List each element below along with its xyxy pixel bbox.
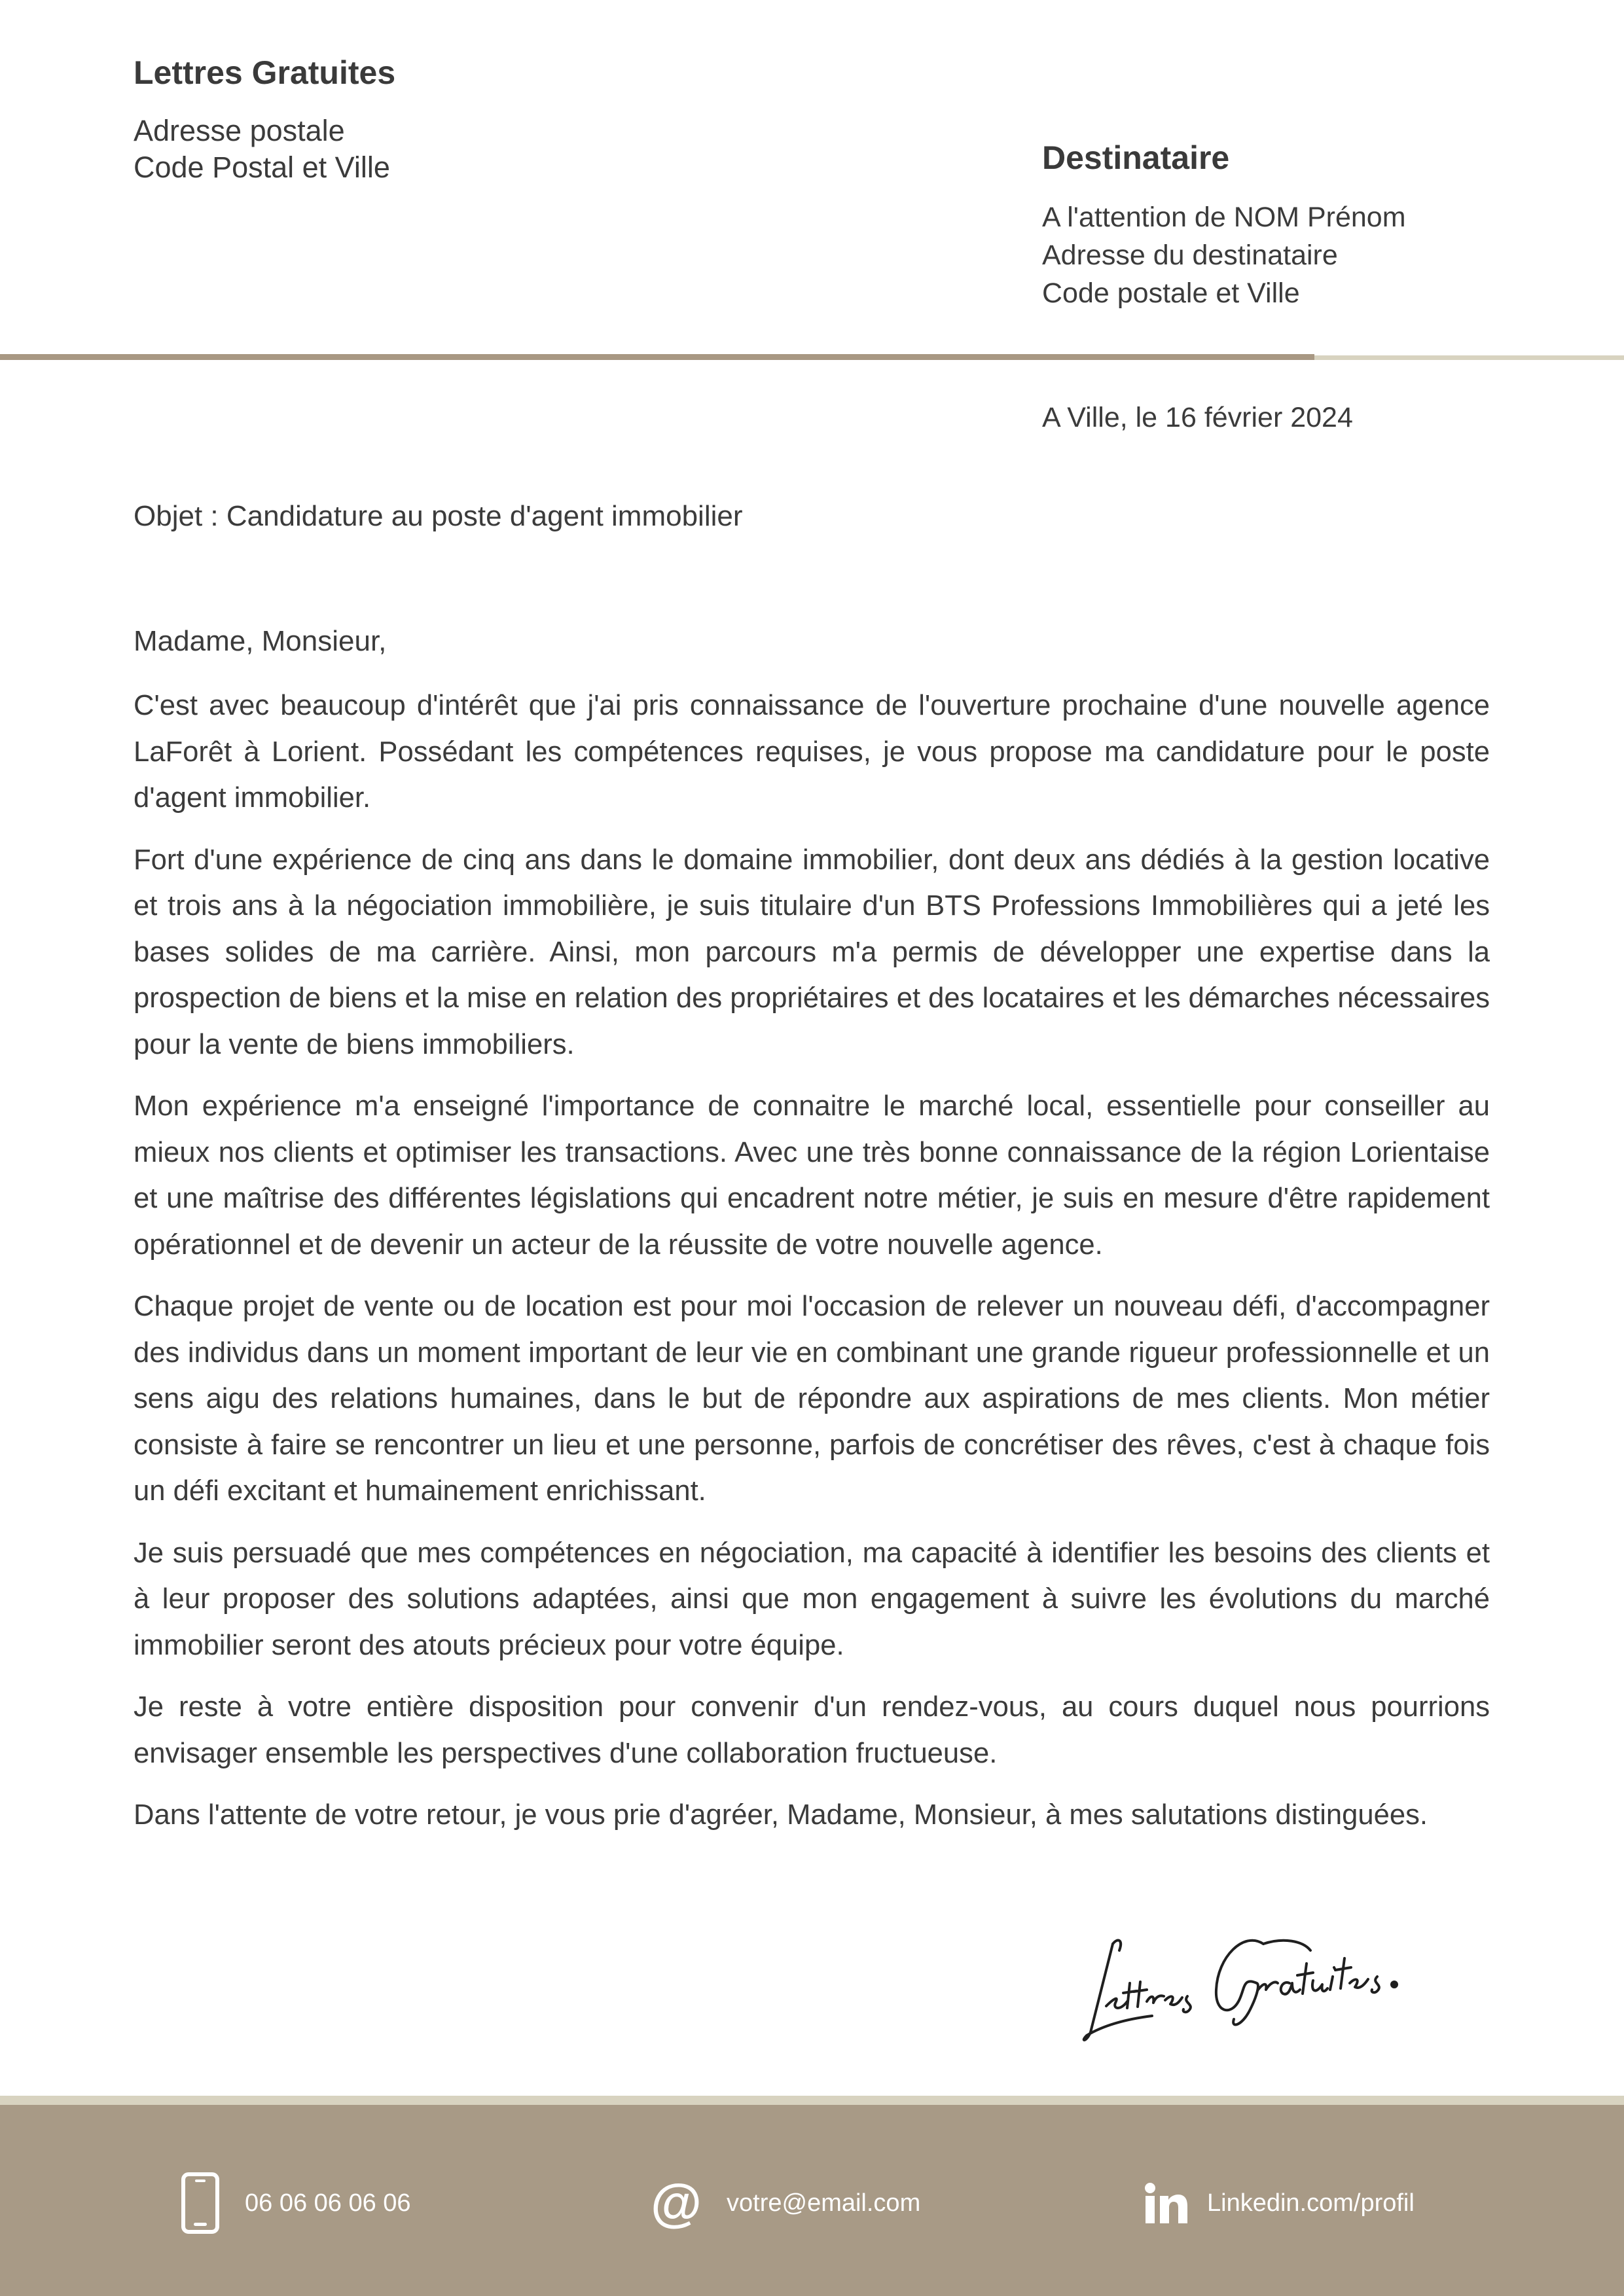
- sender-address: Adresse postale: [134, 114, 345, 147]
- footer-email: [651, 2170, 920, 2236]
- recipient-address: Adresse du destinataire: [1042, 240, 1338, 271]
- recipient-city: Code postale et Ville: [1042, 278, 1300, 309]
- footer: [0, 2105, 1624, 2296]
- body-paragraph-7: Dans l'attente de votre retour, je vous prie d'agréer, Madame, Monsieur, à mes salutations distinguées.: [134, 1799, 1428, 1831]
- sender-city: Code Postal et Ville: [134, 151, 390, 184]
- at-sign-icon: @: [651, 2174, 702, 2232]
- footer-linkedin-text: Linkedin.com/profil: [1207, 2189, 1415, 2217]
- recipient-title: Destinataire: [1042, 139, 1230, 176]
- phone-icon: [181, 2172, 220, 2234]
- header-divider-accent: [1314, 355, 1624, 360]
- sender-name: Lettres Gratuites: [134, 54, 396, 91]
- linkedin-icon: [1144, 2183, 1187, 2223]
- footer-phone: [181, 2170, 411, 2236]
- body-paragraph-1: C'est avec beaucoup d'intérêt que j'ai pris connaissance de l'ouverture prochaine d'une nouvelle agence LaForêt à Lorient. Possédant les compétences requises, je vous propose ma candidature pour le poste d'agent immobilier.: [134, 690, 1490, 814]
- body-paragraph-4: Chaque projet de vente ou de location est pour moi l'occasion de relever un nouveau défi, d'accompagner des individus dans un moment important de leur vie en combinant une grande rigueur professionnelle et un sens aigu des relations humaines, dans le but de répondre aux aspirations de mes clients. Mon métier consiste à faire se rencontrer un lieu et une personne, parfois de concrétiser des rêves, c'est à chaque fois un défi excitant et humainement enrichissant.: [134, 1291, 1490, 1507]
- letter-subject: Objet : Candidature au poste d'agent immobilier: [134, 500, 743, 532]
- footer-email-text: votre@email.com: [727, 2189, 921, 2217]
- header-divider: [0, 354, 1314, 360]
- footer-accent-strip: [0, 2096, 1624, 2105]
- body-paragraph-2: Fort d'une expérience de cinq ans dans le domaine immobilier, dont deux ans dédiés à la gestion locative et trois ans à la négociation immobilière, je suis titulaire d'un BTS Professions Immobilières qui a jeté les bases solides de ma carrière. Ainsi, mon parcours m'a permis de développer une expertise dans la prospection de biens et la mise en relation des propriétaires et des locataires et les démarches nécessaires pour la vente de biens immobiliers.: [134, 844, 1490, 1060]
- letter-body: [134, 683, 1490, 1854]
- footer-phone-text: 06 06 06 06 06: [245, 2189, 411, 2217]
- body-paragraph-5: Je suis persuadé que mes compétences en négociation, ma capacité à identifier les besoins des clients et à leur proposer des solutions adaptées, ainsi que mon engagement à suivre les évolutions du marché immobilier seront des atouts précieux pour votre équipe.: [134, 1537, 1490, 1661]
- letter-date: A Ville, le 16 février 2024: [1042, 402, 1353, 433]
- recipient-attention: A l'attention de NOM Prénom: [1042, 202, 1406, 233]
- signature-image: [1067, 1885, 1447, 2055]
- body-paragraph-6: Je reste à votre entière disposition pour convenir d'un rendez-vous, au cours duquel nous pourrions envisager ensemble les perspectives d'une collaboration fructueuse.: [134, 1691, 1490, 1769]
- footer-linkedin: [1144, 2170, 1415, 2236]
- letter-salutation: Madame, Monsieur,: [134, 625, 387, 657]
- body-paragraph-3: Mon expérience m'a enseigné l'importance de connaitre le marché local, essentielle pour conseiller au mieux nos clients et optimiser les transactions. Avec une très bonne connaissance de la région Lorientaise et une maîtrise des différentes législations qui encadrent notre métier, je suis en mesure d'être rapidement opérationnel et de devenir un acteur de la réussite de votre nouvelle agence.: [134, 1090, 1490, 1261]
